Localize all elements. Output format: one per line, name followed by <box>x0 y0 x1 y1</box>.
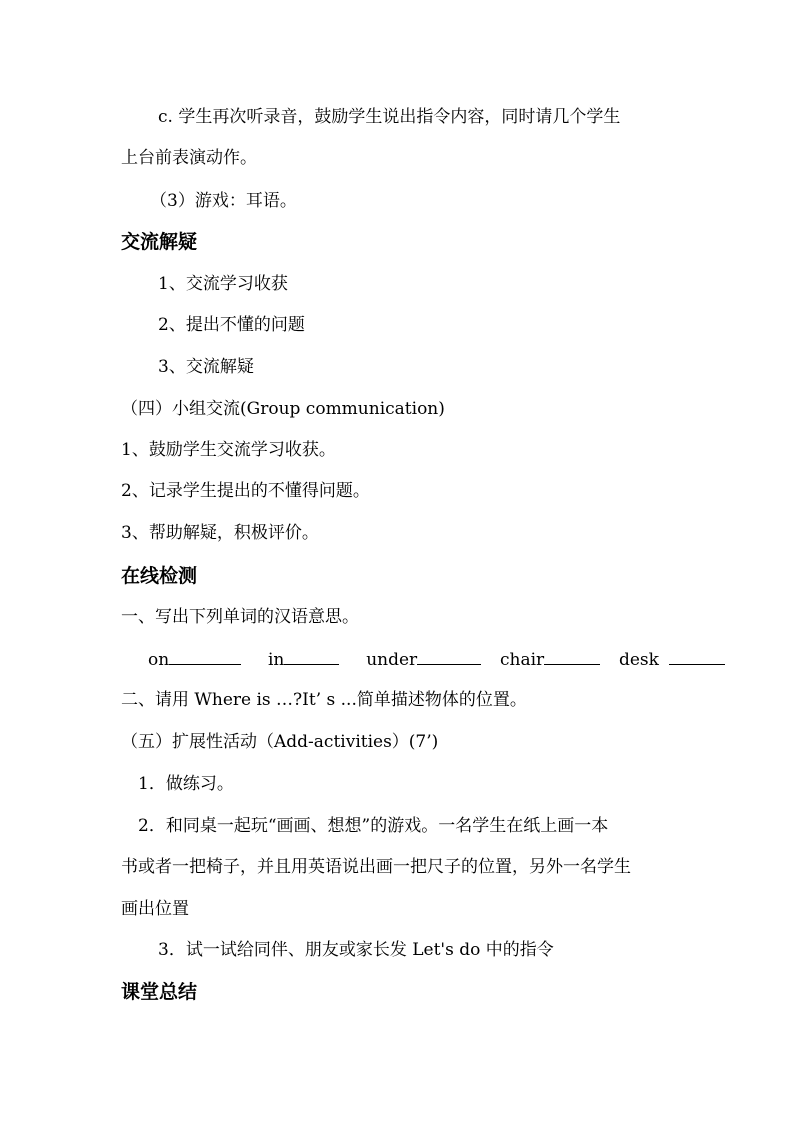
group-item-1: 1、鼓励学生交流学习收获。 <box>121 440 336 460</box>
answer-blank[interactable] <box>669 648 725 665</box>
extension-item-2-line-1: 2．和同桌一起玩“画画、想想”的游戏。一名学生在纸上画一本 <box>138 816 609 836</box>
answer-blank[interactable] <box>284 648 339 665</box>
vocab-word: chair <box>499 650 545 670</box>
exchange-item-1: 1、交流学习收获 <box>158 274 288 294</box>
vocab-word: in <box>268 650 285 670</box>
vocab-word: on <box>148 650 170 670</box>
heading-online-test: 在线检测 <box>121 565 198 587</box>
step-c-line-1: c. 学生再次听录音，鼓励学生说出指令内容，同时请几个学生 <box>158 107 621 127</box>
step-c-line-2: 上台前表演动作。 <box>121 148 257 168</box>
exchange-item-3: 3、交流解疑 <box>158 357 254 377</box>
extension-item-3: 3．试一试给同伴、朋友或家长发 Let's do 中的指令 <box>158 940 554 960</box>
answer-blank[interactable] <box>417 648 481 665</box>
answer-blank[interactable] <box>169 648 241 665</box>
task-2: 二、请用 Where is …?It’ s ...简单描述物体的位置。 <box>121 690 527 710</box>
vocab-word: desk <box>618 650 659 670</box>
vocab-word: under <box>366 650 418 670</box>
heading-class-summary: 课堂总结 <box>121 981 198 1003</box>
vocab-row <box>148 648 725 671</box>
answer-blank[interactable] <box>544 648 600 665</box>
group-communication-title: （四）小组交流(Group communication) <box>121 399 445 419</box>
exchange-item-2: 2、提出不懂的问题 <box>158 315 305 335</box>
extension-item-2-line-3: 画出位置 <box>121 899 189 919</box>
group-item-3: 3、帮助解疑，积极评价。 <box>121 523 319 543</box>
extension-title: （五）扩展性活动（Add-activities）(7’) <box>121 732 439 752</box>
heading-exchange: 交流解疑 <box>121 231 198 253</box>
extension-item-2-line-2: 书或者一把椅子，并且用英语说出画一把尺子的位置，另外一名学生 <box>121 857 631 877</box>
task-1: 一、写出下列单词的汉语意思。 <box>121 607 359 627</box>
group-item-2: 2、记录学生提出的不懂得问题。 <box>121 481 370 501</box>
game-line: （3）游戏：耳语。 <box>150 191 297 211</box>
extension-item-1: 1．做练习。 <box>138 774 234 794</box>
